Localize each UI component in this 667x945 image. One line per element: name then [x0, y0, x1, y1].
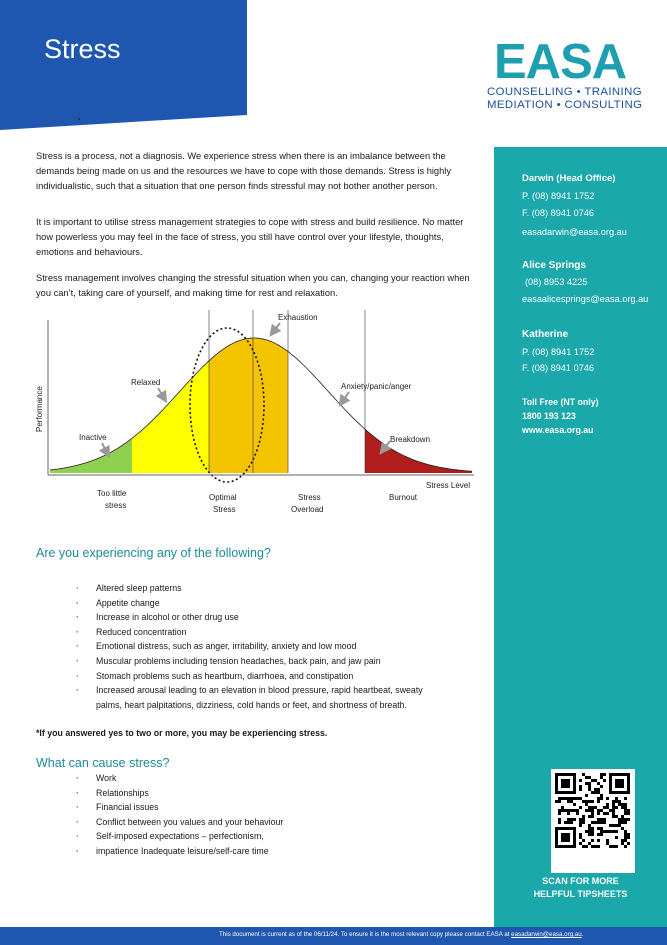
qr-module [594, 791, 597, 794]
qr-module [603, 812, 606, 815]
qr-finder-core-2 [615, 779, 624, 788]
qr-module [567, 818, 570, 821]
tollfree-number[interactable]: 1800 193 123 [522, 411, 576, 421]
qr-module [588, 776, 591, 779]
qr-module [585, 782, 588, 785]
qr-module [621, 827, 624, 830]
y-axis-label: Performance [35, 386, 44, 432]
qr-module [585, 776, 588, 779]
qr-module [591, 839, 594, 842]
qr-module [600, 785, 603, 788]
qr-module [555, 800, 558, 803]
qr-module [624, 821, 627, 824]
scan-caption [494, 875, 667, 901]
qr-module [582, 818, 585, 821]
qr-module [615, 845, 618, 848]
zone-label-too-little-2: stress [105, 501, 127, 510]
scan-line-2: HELPFUL TIPSHEETS [533, 889, 628, 899]
qr-module [558, 821, 561, 824]
qr-module [624, 839, 627, 842]
qr-module [588, 785, 591, 788]
qr-module [621, 815, 624, 818]
qr-module [570, 809, 573, 812]
tollfree-label: Toll Free (NT only) [522, 397, 599, 407]
qr-module [591, 815, 594, 818]
qr-module [594, 806, 597, 809]
darwin-email[interactable]: easadarwin@easa.org.au [522, 227, 627, 237]
stress-performance-chart [32, 310, 482, 525]
qr-module [624, 836, 627, 839]
qr-module [624, 818, 627, 821]
qr-module [591, 830, 594, 833]
arrow-anxiety [342, 392, 349, 402]
qr-module [597, 818, 600, 821]
qr-module [624, 833, 627, 836]
darwin-phone[interactable]: P. (08) 8941 1752 [522, 191, 595, 201]
qr-module [582, 839, 585, 842]
list-item: · Relationships [76, 786, 283, 801]
qr-module [615, 800, 618, 803]
qr-module [573, 803, 576, 806]
qr-module [588, 815, 591, 818]
qr-module [627, 833, 630, 836]
zone-label-overload-1: Stress [298, 493, 321, 502]
qr-module [618, 821, 621, 824]
qr-module [579, 818, 582, 821]
header-banner [0, 0, 247, 130]
list-item: · Appetite change [76, 596, 423, 611]
banner-shape [0, 0, 247, 130]
qr-module [597, 809, 600, 812]
alice-title: Alice Springs [522, 260, 586, 271]
causes-heading: What can cause stress? [36, 756, 170, 770]
qr-module [627, 818, 630, 821]
qr-module [600, 797, 603, 800]
page-title: Stress [44, 34, 121, 64]
qr-module [564, 809, 567, 812]
qr-module [597, 812, 600, 815]
qr-module [570, 800, 573, 803]
qr-module [558, 797, 561, 800]
qr-module [561, 806, 564, 809]
qr-module [579, 785, 582, 788]
qr-module [591, 806, 594, 809]
footer-text [219, 931, 583, 938]
katherine-title: Katherine [522, 329, 569, 340]
qr-module [627, 812, 630, 815]
qr-module [585, 803, 588, 806]
list-item: · Increased arousal leading to an elevation in blood pressure, rapid heartbeat, sweaty [76, 683, 423, 698]
experiencing-heading: Are you experiencing any of the following? [36, 546, 271, 560]
qr-module [588, 806, 591, 809]
qr-module [612, 803, 615, 806]
zone-label-optimal-2: Stress [213, 505, 236, 514]
footer-statement: This document is current as of the 06/11/24. To ensure it is the most relevant copy please contact EASA at [219, 931, 512, 938]
logo-mark: EASA [494, 35, 627, 89]
zone-label-too-little-1: Too little [97, 489, 127, 498]
katherine-fax: F. (08) 8941 0746 [522, 363, 595, 373]
qr-module [621, 839, 624, 842]
qr-module [570, 797, 573, 800]
qr-module [579, 779, 582, 782]
list-item: · Work [76, 771, 283, 786]
list-item: · Increase in alcohol or other drug use [76, 610, 423, 625]
qr-module [561, 809, 564, 812]
qr-module [606, 842, 609, 845]
list-item: · Altered sleep patterns [76, 581, 423, 596]
darwin-title: Darwin (Head Office) [522, 173, 616, 184]
qr-module [558, 800, 561, 803]
qr-module [585, 800, 588, 803]
qr-module [597, 782, 600, 785]
qr-module [591, 833, 594, 836]
qr-module [582, 773, 585, 776]
qr-module [612, 800, 615, 803]
qr-module [624, 830, 627, 833]
footer-bar [0, 927, 667, 945]
qr-module [603, 821, 606, 824]
qr-module [588, 809, 591, 812]
footer-end: . [581, 931, 584, 938]
qr-module [606, 839, 609, 842]
qr-module [573, 809, 576, 812]
qr-module [600, 827, 603, 830]
qr-module [624, 806, 627, 809]
qr-module [597, 845, 600, 848]
qr-module [612, 809, 615, 812]
qr-module [603, 818, 606, 821]
qr-module [558, 812, 561, 815]
qr-module [621, 803, 624, 806]
qr-module [603, 773, 606, 776]
qr-module [624, 845, 627, 848]
qr-module [606, 806, 609, 809]
curve-label-breakdown: Breakdown [390, 435, 431, 444]
qr-module [597, 800, 600, 803]
qr-module [600, 809, 603, 812]
qr-module [600, 818, 603, 821]
qr-module [579, 797, 582, 800]
qr-module [597, 797, 600, 800]
qr-module [585, 809, 588, 812]
list-item: · Emotional distress, such as anger, irritability, anxiety and low mood [76, 639, 423, 654]
qr-module [594, 788, 597, 791]
qr-module [582, 800, 585, 803]
qr-module [594, 821, 597, 824]
qr-module [591, 821, 594, 824]
easa-logo [487, 35, 657, 112]
qr-module [579, 824, 582, 827]
qr-module [567, 821, 570, 824]
qr-module [600, 776, 603, 779]
intro-paragraph-2: It is important to utilise stress management strategies to cope with stress and build resilience. No matter how powerless you may feel in the face of stress, you still have control over your lifestyle, thoughts, emotions and behaviours. [36, 217, 464, 257]
qr-module [612, 830, 615, 833]
qr-module [570, 818, 573, 821]
logo-tagline-1: COUNSELLING • TRAINING [487, 86, 642, 98]
qr-module [609, 809, 612, 812]
qr-module [621, 806, 624, 809]
qr-module [576, 809, 579, 812]
qr-module [597, 821, 600, 824]
qr-module [597, 788, 600, 791]
qr-module [621, 821, 624, 824]
qr-module [603, 806, 606, 809]
qr-module [588, 842, 591, 845]
qr-module [591, 779, 594, 782]
qr-module [603, 779, 606, 782]
x-axis-label: Stress Level [426, 481, 471, 490]
qr-module [588, 827, 591, 830]
qr-module [588, 830, 591, 833]
qr-module [600, 833, 603, 836]
qr-module [582, 815, 585, 818]
qr-module [591, 800, 594, 803]
qr-module [591, 812, 594, 815]
logo-tagline-2: MEDIATION • CONSULTING [487, 99, 643, 111]
qr-module [597, 791, 600, 794]
qr-module [606, 830, 609, 833]
qr-module [588, 788, 591, 791]
qr-module [618, 824, 621, 827]
darwin-fax: F. (08) 8941 0746 [522, 208, 595, 218]
qr-module [567, 809, 570, 812]
qr-module [615, 830, 618, 833]
qr-module [573, 797, 576, 800]
list-item: · Muscular problems including tension headaches, back pain, and jaw pain [76, 654, 423, 669]
qr-module [627, 842, 630, 845]
qr-module [576, 812, 579, 815]
qr-module [615, 836, 618, 839]
zone-label-burnout: Burnout [389, 493, 418, 502]
katherine-phone[interactable]: P. (08) 8941 1752 [522, 347, 595, 357]
qr-module [609, 830, 612, 833]
qr-module [612, 812, 615, 815]
qr-module [612, 806, 615, 809]
qr-module [594, 779, 597, 782]
qr-module [579, 788, 582, 791]
qr-module [612, 824, 615, 827]
decorative-dot [78, 118, 80, 120]
qr-module [567, 800, 570, 803]
qr-module [600, 830, 603, 833]
list-item: · Conflict between you values and your behaviour [76, 815, 283, 830]
footer-email-link[interactable]: easadarwin@easa.org.au [511, 931, 582, 938]
qr-module [627, 836, 630, 839]
qr-module [597, 833, 600, 836]
qr-module [621, 842, 624, 845]
qr-module [600, 794, 603, 797]
qr-module [624, 812, 627, 815]
zone-burnout-tail [365, 310, 472, 525]
list-item: · Reduced concentration [76, 625, 423, 640]
curve-label-exhaustion: Exhaustion [278, 313, 318, 322]
qr-module [570, 821, 573, 824]
qr-module [612, 845, 615, 848]
list-item: · Financial issues [76, 800, 283, 815]
list-item-continuation: palms, heart palpitations, dizziness, cold hands or feet, and shortness of breath. [96, 699, 408, 710]
list-item: · Self-imposed expectations – perfectionism, [76, 829, 283, 844]
qr-module [591, 845, 594, 848]
qr-module [606, 797, 609, 800]
qr-pattern [555, 773, 631, 869]
scan-line-1: SCAN FOR MORE [542, 876, 619, 886]
qr-module [588, 833, 591, 836]
qr-module [585, 830, 588, 833]
qr-module [624, 797, 627, 800]
qr-module [579, 806, 582, 809]
qr-module [567, 797, 570, 800]
causes-list [76, 771, 283, 859]
website-link[interactable]: www.easa.org.au [522, 425, 594, 435]
zone-label-optimal-1: Optimal [209, 493, 237, 502]
qr-module [594, 845, 597, 848]
qr-module [627, 809, 630, 812]
qr-module [564, 821, 567, 824]
zone-stress-overload [253, 310, 288, 525]
curve-label-relaxed: Relaxed [131, 378, 161, 387]
qr-module [558, 809, 561, 812]
qr-module [567, 812, 570, 815]
qr-module [588, 782, 591, 785]
qr-module [588, 800, 591, 803]
intro-paragraph-3: Stress management involves changing the stressful situation when you can, changing your reaction when you can’t, taking care of yourself, and making time for rest and relaxation. [36, 273, 470, 298]
contact-sidebar [494, 147, 667, 945]
alice-phone[interactable]: (08) 8953 4225 [525, 277, 588, 287]
qr-module [600, 773, 603, 776]
qr-module [561, 797, 564, 800]
qr-finder-core-3 [561, 833, 570, 842]
qr-module [606, 812, 609, 815]
qr-module [579, 842, 582, 845]
intro-paragraph-1: Stress is a process, not a diagnosis. We experience stress when there is an imbalance between the demands being made on us and the resources we have to cope with those demands. Stress is highly individualistic, such that a situation that one person finds stressful may not bother another person. [36, 151, 451, 191]
qr-module [591, 791, 594, 794]
qr-module [564, 797, 567, 800]
alice-email[interactable]: easaalicesprings@easa.org.au [522, 294, 649, 304]
qr-module [579, 836, 582, 839]
qr-module [624, 803, 627, 806]
qr-module [609, 824, 612, 827]
qr-module [558, 818, 561, 821]
qr-module [615, 815, 618, 818]
zone-relaxed [132, 310, 209, 525]
arrow-inactive [102, 443, 107, 453]
curve-label-inactive: Inactive [79, 433, 107, 442]
curve-label-anxiety: Anxiety/panic/anger [341, 382, 412, 391]
qr-module [585, 845, 588, 848]
qr-module [597, 827, 600, 830]
qr-module [615, 797, 618, 800]
qr-code[interactable] [551, 769, 635, 873]
qr-module [582, 845, 585, 848]
arrow-exhaustion [273, 323, 280, 332]
qr-module [597, 839, 600, 842]
qr-module [588, 824, 591, 827]
qr-module [618, 803, 621, 806]
qr-module [618, 800, 621, 803]
qr-module [615, 824, 618, 827]
qr-module [606, 803, 609, 806]
qr-module [615, 806, 618, 809]
list-item: · Stomach problems such as heartburn, diarrhoea, and constipation [76, 669, 423, 684]
qr-module [591, 827, 594, 830]
self-check-note: *If you answered yes to two or more, you may be experiencing stress. [36, 728, 328, 738]
qr-module [573, 818, 576, 821]
qr-module [579, 821, 582, 824]
list-item: · impatience Inadequate leisure/self-care time [76, 844, 283, 859]
arrow-relaxed [158, 388, 164, 398]
qr-finder-core-1 [561, 779, 570, 788]
qr-module [618, 818, 621, 821]
qr-module [624, 809, 627, 812]
qr-module [612, 815, 615, 818]
qr-module [576, 797, 579, 800]
symptom-list [76, 581, 423, 712]
qr-module [609, 845, 612, 848]
qr-module [621, 818, 624, 821]
qr-module [591, 809, 594, 812]
zone-label-overload-2: Overload [291, 505, 324, 514]
qr-module [603, 830, 606, 833]
qr-module [582, 821, 585, 824]
qr-module [585, 794, 588, 797]
qr-module [600, 821, 603, 824]
qr-module [579, 833, 582, 836]
